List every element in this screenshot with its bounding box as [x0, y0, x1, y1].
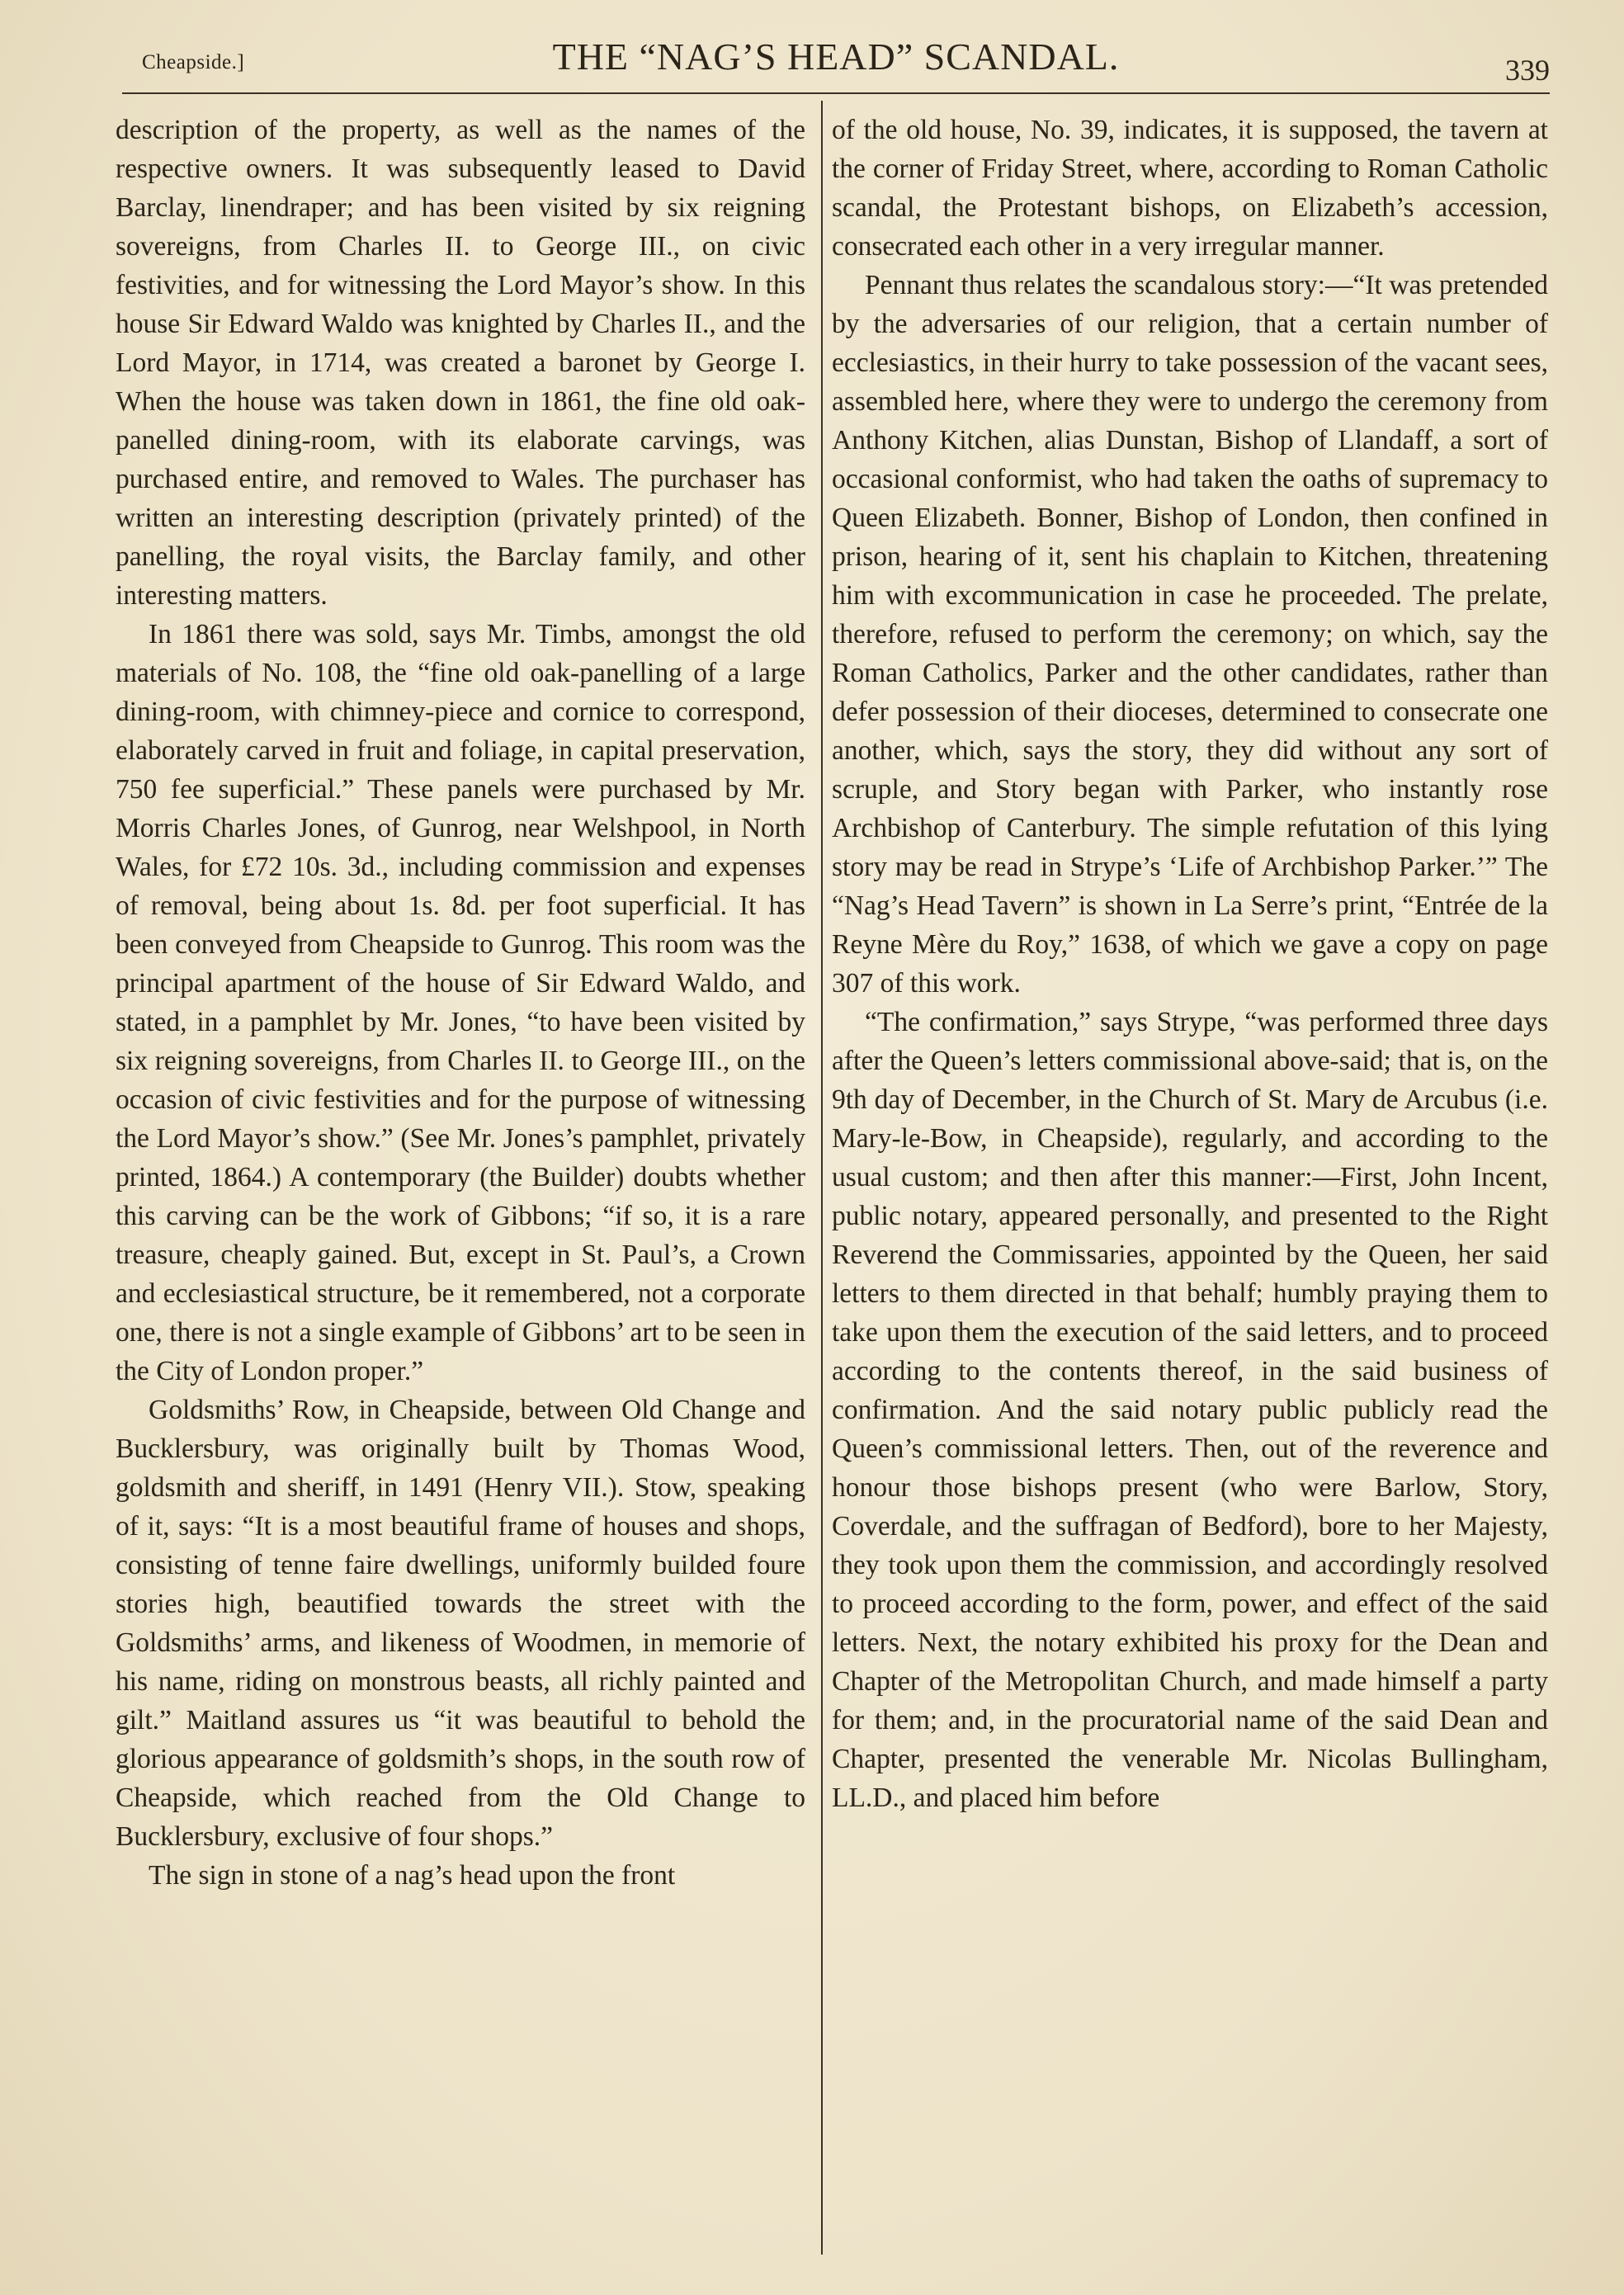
paragraph: of the old house, No. 39, indicates, it is supposed, the tavern at the corner of Friday Street, where, according to Roman Catholic scandal, the Protestant bishops, on Elizabeth’s accession, consecrated each other in a very irregular manner. — [832, 115, 1548, 262]
page-number: 339 — [1505, 54, 1550, 87]
paragraph: “The confirmation,” says Strype, “was performed three days after the Queen’s letters commissional above-said; that is, on the 9th day of December, in the Church of St. Mary de Arcubus (i.e. Mary-le-Bow, in Cheapside), regularly, and according to the usual custom; and then after this manner:—First, John Incent, public notary, appeared personally, and presented to the Right Reverend the Commissaries, appointed by the Queen, her said letters to them directed in that behalf; humbly praying them to take upon them the execution of the said letters, and to proceed according to the contents thereof, in the said business of confirmation. And the said notary public publicly read the Queen’s commissional letters. Then, out of the reverence and honour those bishops present (who were Barlow, Story, Coverdale, and the suffragan of Bedford), bore to her Majesty, they took upon them the commission, and accordingly resolved to proceed according to the form, power, and effect of the said letters. Next, the notary exhibited his proxy for the Dean and Chapter of the Metropolitan Church, and made himself a party for them; and, in the procuratorial name of the said Dean and Chapter, presented the venerable Mr. Nicolas Bullingham, LL.D., and placed him before — [832, 1007, 1548, 1813]
header-rule — [122, 92, 1550, 94]
left-column — [116, 111, 805, 1895]
paragraph: description of the property, as well as the names of the respective owners. It was subsequently leased to David Barclay, linendraper; and has been visited by six reigning sovereigns, from Charles II. to George III., on civic festivities, and for witnessing the Lord Mayor’s show. In this house Sir Edward Waldo was knighted by Charles II., and the Lord Mayor, in 1714, was created a baronet by George I. When the house was taken down in 1861, the fine old oak-panelled dining-room, with its elaborate carvings, was purchased entire, and removed to Wales. The purchaser has written an interesting description (privately printed) of the panelling, the royal visits, the Barclay family, and other interesting matters. — [116, 115, 805, 611]
paragraph: Pennant thus relates the scandalous story:—“It was pretended by the adversaries of our religion, that a certain number of ecclesiastics, in their hurry to take possession of the vacant sees, assembled here, where they were to undergo the ceremony from Anthony Kitchen, alias Dunstan, Bishop of Llandaff, a sort of occasional conformist, who had taken the oaths of supremacy to Queen Elizabeth. Bonner, Bishop of London, then confined in prison, hearing of it, sent his chaplain to Kitchen, threatening him with excommunication in case he proceeded. The prelate, therefore, refused to perform the ceremony; on which, say the Roman Catholics, Parker and the other candidates, rather than defer possession of their dioceses, determined to consecrate one another, which, says the story, they did without any sort of scruple, and Story began with Parker, who instantly rose Archbishop of Canterbury. The simple refutation of this lying story may be read in Strype’s ‘Life of Archbishop Parker.’” The “Nag’s Head Tavern” is shown in La Serre’s print, “Entrée de la Reyne Mère du Roy,” 1638, of which we gave a copy on page 307 of this work. — [832, 270, 1548, 999]
paragraph: The sign in stone of a nag’s head upon the front — [149, 1860, 676, 1891]
paragraph: Goldsmiths’ Row, in Cheapside, between Old Change and Bucklersbury, was originally built by Thomas Wood, goldsmith and sheriff, in 1491 (Henry VII.). Stow, speaking of it, says: “It is a most beautiful frame of houses and shops, consisting of tenne faire dwellings, uniformly builded foure stories high, beautified towards the street with the Goldsmiths’ arms, and likeness of Woodmen, in memorie of his name, riding on monstrous beasts, all richly painted and gilt.” Maitland assures us “it was beautiful to behold the glorious appearance of goldsmith’s shops, in the south row of Cheapside, which reached from the Old Change to Bucklersbury, exclusive of four shops.” — [116, 1395, 805, 1852]
right-column — [832, 111, 1548, 1817]
running-head-title: THE “NAG’S HEAD” SCANDAL. — [552, 35, 1120, 78]
paragraph: In 1861 there was sold, says Mr. Timbs, amongst the old materials of No. 108, the “fine old oak-panelling of a large dining-room, with chimney-piece and cornice to correspond, elaborately carved in fruit and foliage, in capital preservation, 750 fee superficial.” These panels were purchased by Mr. Morris Charles Jones, of Gunrog, near Welshpool, in North Wales, for £72 10s. 3d., including commission and expenses of removal, being about 1s. 8d. per foot superficial. It has been conveyed from Cheapside to Gunrog. This room was the principal apartment of the house of Sir Edward Waldo, and stated, in a pamphlet by Mr. Jones, “to have been visited by six reigning sovereigns, from Charles II. to George III., on the occasion of civic festivities and for the purpose of witnessing the Lord Mayor’s show.” (See Mr. Jones’s pamphlet, privately printed, 1864.) A contemporary (the Builder) doubts whether this carving can be the work of Gibbons; “if so, it is a rare treasure, cheaply gained. But, except in St. Paul’s, a Crown and ecclesiastical structure, be it remembered, not a corporate one, there is not a single example of Gibbons’ art to be seen in the City of London proper.” — [116, 619, 805, 1386]
running-head-section: Cheapside.] — [142, 51, 245, 73]
column-divider — [821, 101, 823, 2255]
page-header — [122, 33, 1550, 99]
